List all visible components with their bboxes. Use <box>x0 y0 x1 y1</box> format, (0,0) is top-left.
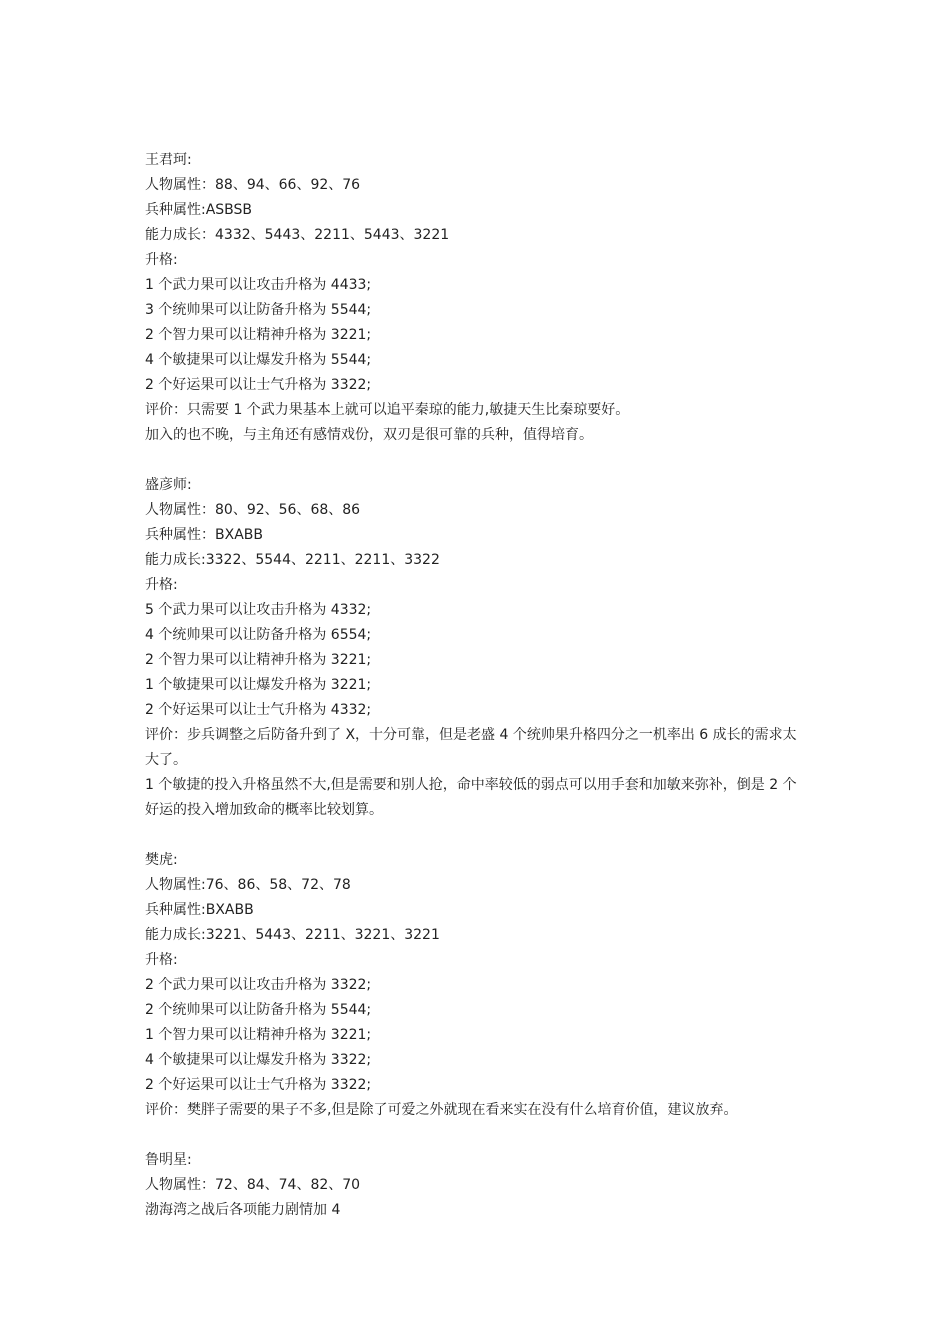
text-line: 升格: <box>145 252 178 268</box>
text-line: 评价：步兵调整之后防备升到了 X，十分可靠，但是老盛 4 个统帅果升格四分之一机率出 6 成长的需求太大了。 <box>145 727 797 768</box>
text-line: 2 个好运果可以让士气升格为 3322; <box>145 1077 372 1093</box>
text-line: 2 个好运果可以让士气升格为 3322; <box>145 377 372 393</box>
character-name: 樊虎: <box>145 852 178 868</box>
text-line: 升格: <box>145 952 178 968</box>
text-line: 4 个敏捷果可以让爆发升格为 5544; <box>145 352 372 368</box>
text-line: 2 个好运果可以让士气升格为 4332; <box>145 702 372 718</box>
character-section <box>145 148 810 448</box>
text-line: 1 个敏捷的投入升格虽然不大,但是需要和别人抢，命中率较低的弱点可以用手套和加敏来弥补，倒是 2 个好运的投入增加致命的概率比较划算。 <box>145 777 797 818</box>
text-line: 人物属性:76、86、58、72、78 <box>145 877 351 893</box>
text-line: 人物属性：88、94、66、92、76 <box>145 177 361 193</box>
text-line: 能力成长：4332、5443、2211、5443、3221 <box>145 227 450 243</box>
section-spacer <box>145 823 810 848</box>
character-name: 鲁明星: <box>145 1152 192 1168</box>
text-line: 人物属性：80、92、56、68、86 <box>145 502 361 518</box>
text-line: 2 个智力果可以让精神升格为 3221; <box>145 652 372 668</box>
text-line: 1 个敏捷果可以让爆发升格为 3221; <box>145 677 372 693</box>
character-section <box>145 473 810 823</box>
text-line: 渤海湾之战后各项能力剧情加 4 <box>145 1202 341 1218</box>
text-line: 人物属性：72、84、74、82、70 <box>145 1177 361 1193</box>
text-line: 4 个敏捷果可以让爆发升格为 3322; <box>145 1052 372 1068</box>
text-line: 2 个智力果可以让精神升格为 3221; <box>145 327 372 343</box>
text-line: 2 个武力果可以让攻击升格为 3322; <box>145 977 372 993</box>
text-line: 评价：樊胖子需要的果子不多,但是除了可爱之外就现在看来实在没有什么培育价值，建议放弃。 <box>145 1102 738 1118</box>
text-line: 2 个统帅果可以让防备升格为 5544; <box>145 1002 372 1018</box>
text-line: 5 个武力果可以让攻击升格为 4332; <box>145 602 372 618</box>
text-line: 评价：只需要 1 个武力果基本上就可以追平秦琼的能力,敏捷天生比秦琼要好。 <box>145 402 630 418</box>
text-line: 能力成长:3322、5544、2211、2211、3322 <box>145 552 440 568</box>
text-line: 3 个统帅果可以让防备升格为 5544; <box>145 302 372 318</box>
character-section <box>145 848 810 1123</box>
section-spacer <box>145 448 810 473</box>
text-line: 兵种属性：BXABB <box>145 527 263 543</box>
text-line: 升格: <box>145 577 178 593</box>
text-line: 兵种属性:BXABB <box>145 902 254 918</box>
character-name: 盛彦师: <box>145 477 192 493</box>
character-section <box>145 1148 810 1223</box>
text-line: 1 个智力果可以让精神升格为 3221; <box>145 1027 372 1043</box>
text-line: 加入的也不晚，与主角还有感情戏份，双刃是很可靠的兵种，值得培育。 <box>145 427 593 443</box>
text-line: 能力成长:3221、5443、2211、3221、3221 <box>145 927 440 943</box>
text-line: 1 个武力果可以让攻击升格为 4433; <box>145 277 372 293</box>
character-name: 王君珂: <box>145 152 192 168</box>
document-body <box>145 148 810 1223</box>
text-line: 兵种属性:ASBSB <box>145 202 253 218</box>
section-spacer <box>145 1123 810 1148</box>
text-line: 4 个统帅果可以让防备升格为 6554; <box>145 627 372 643</box>
